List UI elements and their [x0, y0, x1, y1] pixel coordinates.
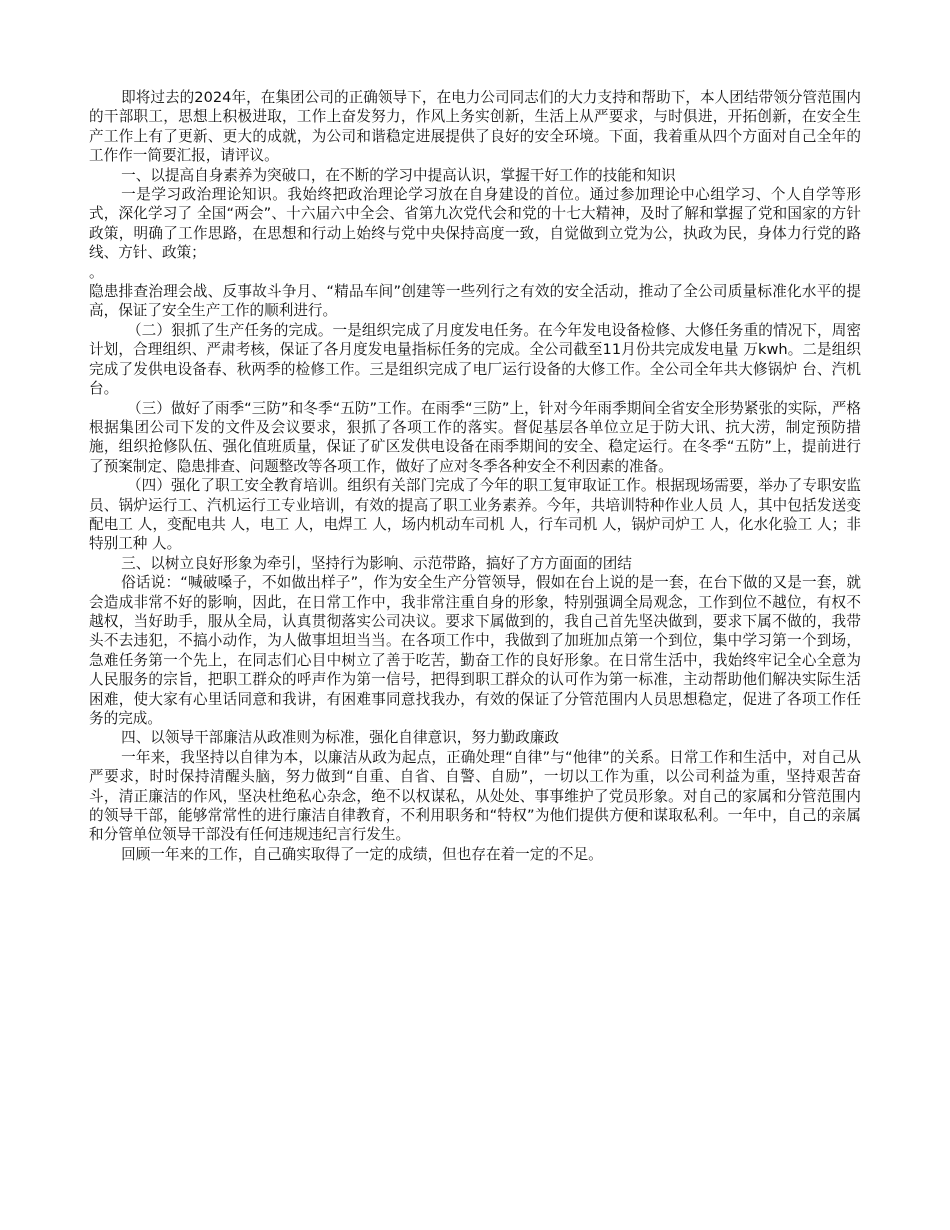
section-heading-4: 四、以领导干部廉洁从政准则为标准，强化自律意识，努力勤政廉政: [121, 729, 559, 747]
body-paragraph: 俗话说：“喊破嗓子，不如做出样子”，作为安全生产分管领导，假如在台上说的是一套，在台下做的又是一套，就会造成非常不好的影响，因此，在日常工作中，我非常注重自身的形象，特别强调全局观念，工作到位不越位，有权不越权，当好助手，服从全局，认真贯彻落实公司决议。要求下属做到的，我自己首先坚决做到，要求下属不做的，我带头不去违犯，不搞小动作，为人做事坦坦当当。在各项工作中，我做到了加班加点第一个到位，集中学习第一个到场，急难任务第一个先上，在同志们心目中树立了善于吃苦，勤奋工作的良好形象。在日常生活中，我始终牢记全心全意为人民服务的宗旨，把职工群众的呼声作为第一信号，把得到职工群众的认可作为第一标准，主动帮助他们解决实际生活困难，使大家有心里话同意和我讲，有困难事同意找我办，有效的保证了分管范围内人员思想稳定，促进了各项工作任务的完成。: [89, 574, 861, 727]
body-paragraph: 一年来，我坚持以自律为本，以廉洁从政为起点，正确处理“自律”与“他律”的关系。日常工作和生活中，对自己从严要求，时时保持清醒头脑，努力做到“自重、自省、自警、自励”，一切以工作为重，以公司利益为重，坚持艰苦奋斗，清正廉洁的作风，坚决杜绝私心杂念，绝不以权谋私，从处处、事事维护了党员形象。对自己的家属和分管范围内的领导干部，能够常常性的进行廉洁自律教育，不利用职务和“特权”为他们提供方便和谋取私利。一年中，自己的亲属和分管单位领导干部没有任何违规违纪言行发生。: [89, 748, 861, 844]
body-paragraph: 隐患排查治理会战、反事故斗争月、“精品车间”创建等一些列行之有效的安全活动，推动了全公司质量标准化水平的提高，保证了安全生产工作的顺利进行。: [89, 283, 861, 320]
body-paragraph: 。: [89, 263, 104, 281]
section-heading-3: 三、以树立良好形象为牵引，坚持行为影响、示范带路，搞好了方方面面的团结: [121, 554, 632, 572]
document-body: [89, 88, 861, 864]
closing-paragraph: 回顾一年来的工作，自己确实取得了一定的成绩，但也存在着一定的不足。: [121, 845, 603, 863]
body-paragraph: 一是学习政治理论知识。我始终把政治理论学习放在自身建设的首位。通过参加理论中心组学习、个人自学等形式，深化学习了 全国“两会”、十六届六中全会、省第九次党代会和党的十七大精神，及时了解和掌握了党和国家的方针政策，明确了工作思路，在思想和行动上始终与党中央保持高度一致，自觉做到立党为公，执政为民，身体力行党的路线、方针、政策；: [89, 186, 861, 262]
subsection-paragraph-3: （三）做好了雨季“三防”和冬季“五防”工作。在雨季“三防”上，针对今年雨季期间全省安全形势紧张的实际，严格根据集团公司下发的文件及会议要求，狠抓了各项工作的落实。督促基层各单位立足于防大讯、抗大涝，制定预防措施，组织抢修队伍、强化值班质量，保证了矿区发供电设备在雨季期间的安全、稳定运行。在冬季“五防”上，提前进行了预案制定、隐患排查、问题整改等各项工作，做好了应对冬季各种安全不利因素的准备。: [89, 399, 861, 475]
intro-paragraph: 即将过去的2024年，在集团公司的正确领导下，在电力公司同志们的大力支持和帮助下，本人团结带领分管范围内的干部职工，思想上积极进取，工作上奋发努力，作风上务实创新，生活上从严要求，与时俱进，开拓创新，在安全生产工作上有了更新、更大的成就，为公司和谐稳定进展提供了良好的安全环境。下面，我着重从四个方面对自己全年的工作作一简要汇报，请评议。: [89, 89, 861, 165]
subsection-paragraph-2: （二）狠抓了生产任务的完成。一是组织完成了月度发电任务。在今年发电设备检修、大修任务重的情况下，周密计划，合理组织、严肃考核，保证了各月度发电量指标任务的完成。全公司截至11月份共完成发电量 万kwh。二是组织完成了发供电设备春、秋两季的检修工作。三是组织完成了电厂运行设备的大修工作。全公司全年共大修锅炉 台、汽机 台。: [89, 321, 861, 398]
subsection-paragraph-4: （四）强化了职工安全教育培训。组织有关部门完成了今年的职工复审取证工作。根据现场需要，举办了专职安监员、锅炉运行工、汽机运行工专业培训，有效的提高了职工业务素养。今年，共培训特种作业人员 人，其中包括发送变配电工 人，变配电共 人，电工 人，电焊工 人，场内机动车司机 人，行车司机 人，锅炉司炉工 人，化水化验工 人；非特别工种 人。: [89, 477, 861, 553]
section-heading-1: 一、以提高自身素养为突破口，在不断的学习中提高认识，掌握干好工作的技能和知识: [121, 166, 676, 184]
